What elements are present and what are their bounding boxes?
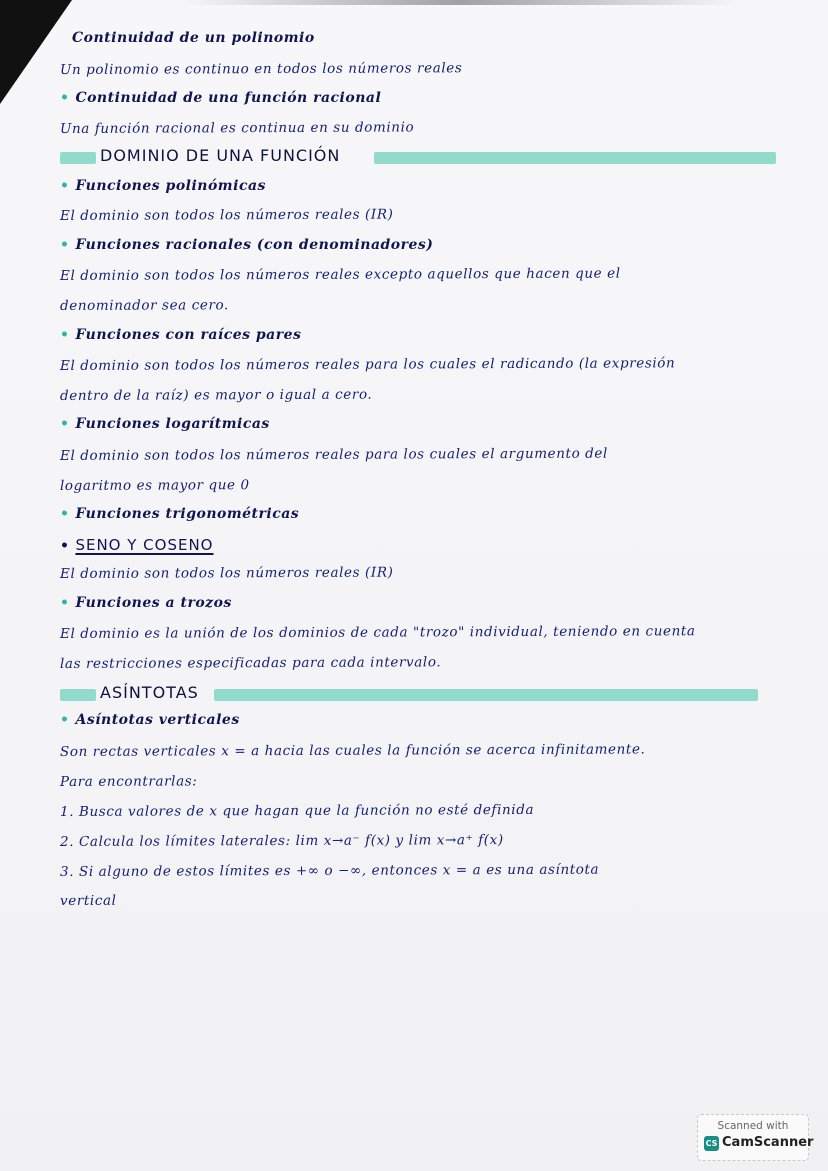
text-continuidad-polinomio: Un polinomio es continuo en todos los números reales — [59, 60, 463, 78]
watermark-caption: Scanned with — [717, 1120, 789, 1132]
text-seno-coseno: El dominio son todos los números reales (IR) — [59, 564, 394, 582]
header-asintotas-title: ASÍNTOTAS — [100, 683, 199, 702]
bullet-verticales: • Asíntotas verticales — [60, 712, 240, 728]
bullet-dot-icon: • — [60, 712, 70, 728]
camscanner-watermark — [697, 1114, 814, 1161]
step-3-continued: vertical — [59, 892, 117, 909]
step-2: 2. Calcula los límites laterales: lim x→a⁻ f(x) y lim x→a⁺ f(x) — [59, 832, 504, 850]
highlight-bar — [60, 152, 96, 164]
camscanner-logo-icon: CS — [704, 1136, 719, 1151]
text-racionales-2: denominador sea cero. — [59, 297, 229, 314]
bullet-trozos: • Funciones a trozos — [60, 595, 232, 611]
scan-edge — [180, 0, 740, 5]
bullet-dot-icon: • — [60, 595, 70, 611]
text-verticales-2: Para encontrarlas: — [59, 773, 198, 790]
text-trozos-2: las restricciones especificadas para cada intervalo. — [59, 654, 442, 672]
watermark-brand: CamScanner — [722, 1135, 814, 1150]
section-header-asintotas — [60, 683, 760, 705]
text-log-1: El dominio son todos los números reales para los cuales el argumento del — [59, 445, 608, 464]
step-1: 1. Busca valores de x que hagan que la función no esté definida — [59, 801, 535, 820]
bullet-racionales: • Funciones racionales (con denominadores) — [60, 237, 434, 253]
bullet-raices: • Funciones con raíces pares — [60, 327, 302, 343]
bullet-dot-icon: • — [60, 506, 70, 522]
bullet-dot-icon: • — [60, 327, 70, 343]
text-raices-1: El dominio son todos los números reales para los cuales el radicando (la expresión — [59, 355, 676, 374]
heading-continuidad-polinomio: Continuidad de un polinomio — [72, 30, 315, 46]
bullet-dot-icon: • — [60, 416, 70, 432]
step-3: 3. Si alguno de estos límites es +∞ o −∞, entonces x = a es una asíntota — [59, 861, 600, 880]
subheading-seno-coseno: • SENO Y COSENO — [60, 536, 214, 554]
highlight-bar — [214, 689, 758, 701]
page-corner-shadow — [0, 0, 72, 104]
bullet-polinomicas: • Funciones polinómicas — [60, 178, 266, 194]
bullet-dot-icon: • — [60, 90, 70, 106]
highlight-bar — [374, 152, 776, 164]
highlight-bar — [60, 689, 96, 701]
text-racionales-1: El dominio son todos los números reales excepto aquellos que hacen que el — [59, 265, 621, 284]
bullet-dot-icon: • — [60, 538, 70, 554]
section-header-dominio — [60, 146, 780, 168]
text-polinomicas: El dominio son todos los números reales (IR) — [59, 206, 394, 224]
text-trozos-1: El dominio es la unión de los dominios de cada "trozo" individual, teniendo en cuenta — [59, 623, 696, 642]
bullet-trigonometricas: • Funciones trigonométricas — [60, 506, 300, 522]
header-dominio-title: DOMINIO DE UNA FUNCIÓN — [100, 146, 341, 165]
text-raices-2: dentro de la raíz) es mayor o igual a cero. — [59, 386, 373, 404]
text-log-2: logaritmo es mayor que 0 — [59, 477, 250, 494]
bullet-dot-icon: • — [60, 237, 70, 253]
text-verticales-1: Son rectas verticales x = a hacia las cuales la función se acerca infinitamente. — [59, 741, 646, 760]
text-continuidad-racional: Una función racional es continua en su dominio — [59, 119, 415, 137]
bullet-logaritmicas: • Funciones logarítmicas — [60, 416, 270, 432]
bullet-dot-icon: • — [60, 178, 70, 194]
bullet-continuidad-racional: • Continuidad de una función racional — [60, 90, 382, 106]
